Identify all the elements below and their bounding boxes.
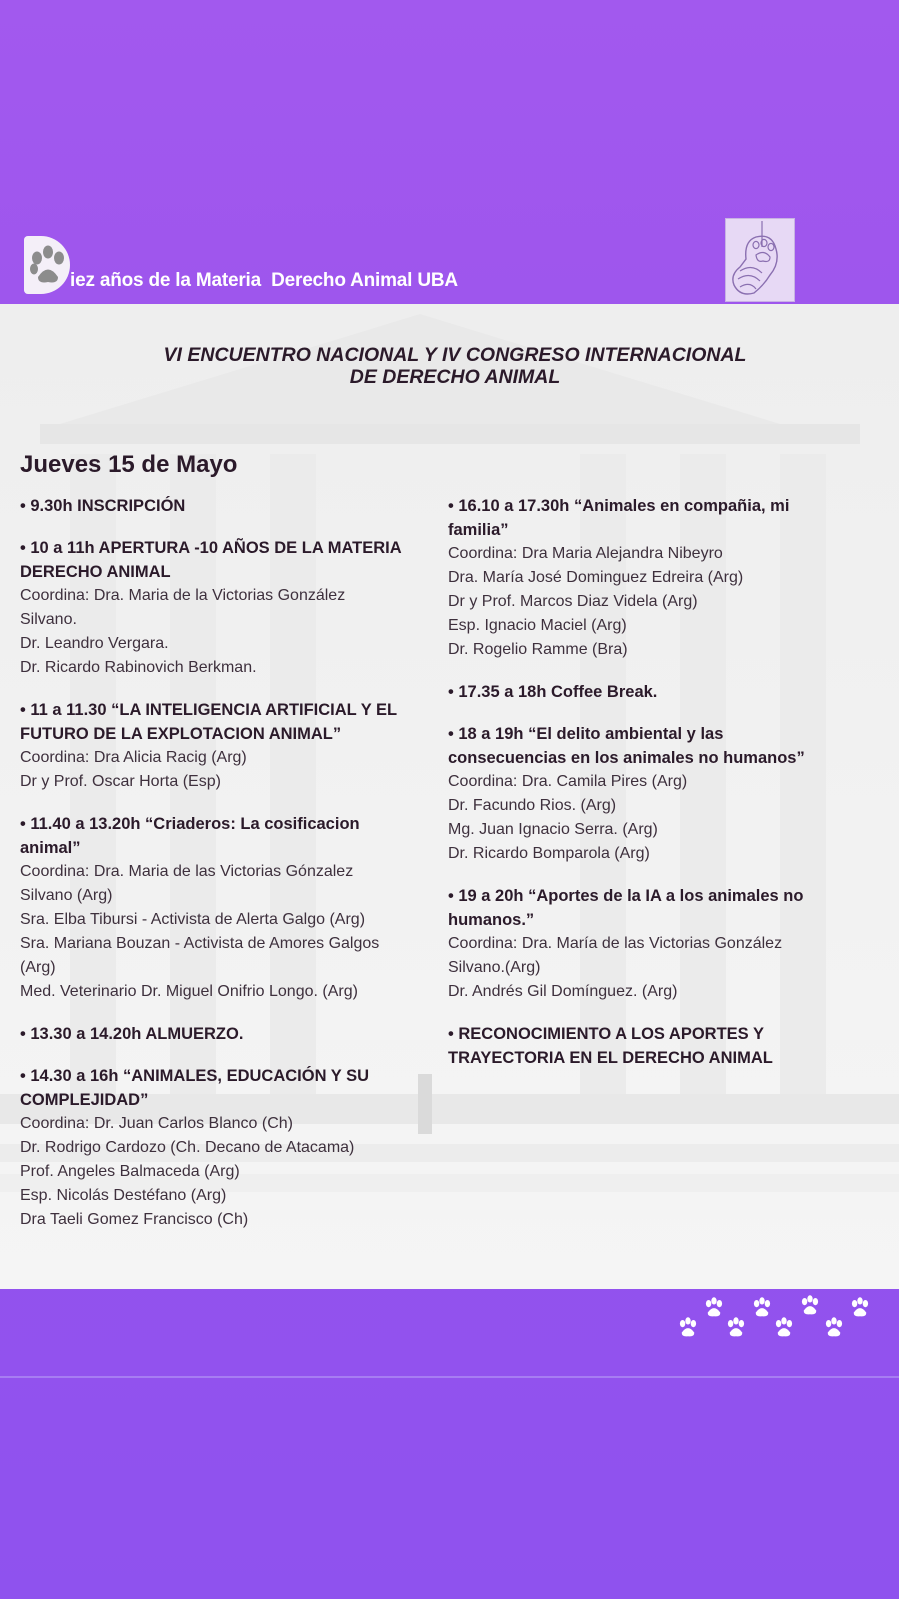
speaker-line: Dra Taeli Gomez Francisco (Ch) bbox=[20, 1211, 249, 1228]
speaker-line: Dr. Rogelio Ramme (Bra) bbox=[448, 641, 628, 658]
speaker-line: Esp. Nicolás Destéfano (Arg) bbox=[20, 1187, 227, 1204]
footer-divider bbox=[0, 1376, 899, 1378]
schedule-item-title: COMPLEJIDAD” bbox=[20, 1091, 149, 1109]
footer-band bbox=[0, 1289, 899, 1377]
speaker-line: Dra. María José Dominguez Edreira (Arg) bbox=[448, 569, 744, 586]
schedule-item bbox=[20, 812, 450, 1004]
speaker-line: Dr y Prof. Oscar Horta (Esp) bbox=[20, 773, 221, 790]
schedule-item bbox=[20, 698, 450, 794]
speaker-line: Coordina: Dra Maria Alejandra Nibeyro bbox=[448, 545, 723, 562]
schedule-item-title: TRAYECTORIA EN EL DERECHO ANIMAL bbox=[448, 1049, 773, 1067]
speaker-line: Silvano. bbox=[20, 611, 77, 628]
schedule-item-title: • 19 a 20h “Aportes de la IA a los animales no bbox=[448, 887, 804, 905]
schedule-item bbox=[20, 494, 450, 518]
schedule-item bbox=[20, 536, 450, 680]
schedule-item-title: • 14.30 a 16h “ANIMALES, EDUCACIÓN Y SU bbox=[20, 1067, 370, 1085]
schedule-item-title: FUTURO DE LA EXPLOTACION ANIMAL” bbox=[20, 725, 342, 743]
speaker-line: Coordina: Dra Alicia Racig (Arg) bbox=[20, 749, 247, 766]
schedule-item-title: consecuencias en los animales no humanos” bbox=[448, 749, 805, 767]
schedule-item bbox=[448, 1022, 888, 1070]
speaker-line: Sra. Elba Tibursi - Activista de Alerta Galgo (Arg) bbox=[20, 911, 366, 928]
speaker-line: Prof. Angeles Balmaceda (Arg) bbox=[20, 1163, 240, 1180]
schedule-item-title: animal” bbox=[20, 839, 81, 857]
speaker-line: Silvano.(Arg) bbox=[448, 959, 541, 976]
schedule-item-title: • 9.30h INSCRIPCIÓN bbox=[20, 497, 186, 515]
schedule-item-title: • RECONOCIMIENTO A LOS APORTES Y bbox=[448, 1025, 764, 1043]
schedule-left-column bbox=[20, 494, 450, 1250]
schedule-item bbox=[448, 494, 888, 662]
header-title: iez años de la Materia Derecho Animal UBA bbox=[70, 270, 458, 291]
speaker-line: Dr. Leandro Vergara. bbox=[20, 635, 169, 652]
speaker-line: Med. Veterinario Dr. Miguel Onifrio Longo. (Arg) bbox=[20, 983, 358, 1000]
logo-d bbox=[24, 236, 70, 294]
schedule-item bbox=[448, 680, 888, 704]
speaker-line: Coordina: Dr. Juan Carlos Blanco (Ch) bbox=[20, 1115, 294, 1132]
speaker-line: Mg. Juan Ignacio Serra. (Arg) bbox=[448, 821, 658, 838]
speaker-line: Coordina: Dra. Maria de la Victorias González bbox=[20, 587, 346, 604]
speaker-line: Silvano (Arg) bbox=[20, 887, 113, 904]
speaker-line: Coordina: Dra. Maria de las Victorias Gónzalez bbox=[20, 863, 354, 880]
speaker-line: Dr. Facundo Rios. (Arg) bbox=[448, 797, 617, 814]
schedule-item-title: • 18 a 19h “El delito ambiental y las bbox=[448, 725, 724, 743]
schedule-right-column bbox=[448, 494, 888, 1088]
program-card bbox=[0, 304, 899, 1289]
congress-title-line: VI ENCUENTRO NACIONAL Y IV CONGRESO INTERNACIONAL bbox=[163, 344, 747, 366]
hand-paw-icon bbox=[726, 219, 794, 301]
schedule-item-title: • 16.10 a 17.30h “Animales en compañia, mi bbox=[448, 497, 790, 515]
schedule-item-title: humanos.” bbox=[448, 911, 535, 929]
speaker-line: Esp. Ignacio Maciel (Arg) bbox=[448, 617, 627, 634]
congress-title bbox=[100, 344, 810, 388]
speaker-line: Dr. Rodrigo Cardozo (Ch. Decano de Atacama) bbox=[20, 1139, 355, 1156]
speaker-line: Coordina: Dra. María de las Victorias González bbox=[448, 935, 783, 952]
schedule-item-title: • 17.35 a 18h Coffee Break. bbox=[448, 683, 658, 701]
schedule-item-title: • 11.40 a 13.20h “Criaderos: La cosificacion bbox=[20, 815, 360, 833]
paw-prints-icon bbox=[0, 1289, 899, 1377]
speaker-line: Dr. Andrés Gil Domínguez. (Arg) bbox=[448, 983, 678, 1000]
day-title: Jueves 15 de Mayo bbox=[20, 451, 238, 478]
schedule-item bbox=[448, 884, 888, 1004]
congress-title-line: DE DERECHO ANIMAL bbox=[349, 366, 561, 388]
paw-icon bbox=[28, 244, 68, 286]
speaker-line: Dr y Prof. Marcos Diaz Videla (Arg) bbox=[448, 593, 698, 610]
schedule-item-title: • 13.30 a 14.20h ALMUERZO. bbox=[20, 1025, 244, 1043]
schedule-item-title: • 11 a 11.30 “LA INTELIGENCIA ARTIFICIAL Y EL bbox=[20, 701, 398, 719]
header-band bbox=[0, 210, 899, 304]
schedule-item-title: • 10 a 11h APERTURA -10 AÑOS DE LA MATERIA bbox=[20, 539, 402, 557]
speaker-line: (Arg) bbox=[20, 959, 56, 976]
schedule-item bbox=[448, 722, 888, 866]
schedule-item-title: DERECHO ANIMAL bbox=[20, 563, 171, 581]
schedule-item-title: familia” bbox=[448, 521, 509, 539]
speaker-line: Sra. Mariana Bouzan - Activista de Amores Galgos bbox=[20, 935, 380, 952]
schedule-item bbox=[20, 1064, 450, 1232]
speaker-line: Dr. Ricardo Bomparola (Arg) bbox=[448, 845, 650, 862]
speaker-line: Coordina: Dra. Camila Pires (Arg) bbox=[448, 773, 688, 790]
schedule-item bbox=[20, 1022, 450, 1046]
speaker-line: Dr. Ricardo Rabinovich Berkman. bbox=[20, 659, 257, 676]
hand-logo bbox=[725, 218, 795, 302]
